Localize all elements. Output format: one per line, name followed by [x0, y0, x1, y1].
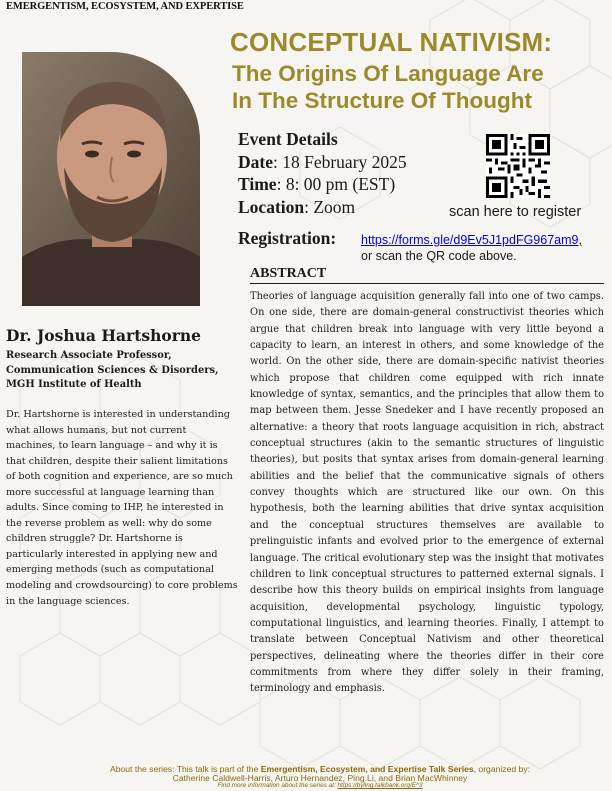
registration-link-line	[361, 233, 582, 247]
registration-link[interactable]: https://forms.gle/d9Ev5J1pdFG967am9	[361, 233, 579, 247]
event-details	[238, 128, 407, 218]
footer	[60, 765, 580, 789]
speaker-photo	[22, 52, 200, 306]
event-location: Location: Zoom	[238, 196, 356, 217]
qr-caption: scan here to register	[449, 204, 582, 220]
qr-code-icon[interactable]	[486, 134, 550, 198]
footer-series-link[interactable]: https://byling.talkbank.org/E^3	[337, 782, 423, 789]
abstract-body: Theories of language acquisition generally fall into one of two camps. On one side, there are domain-general constructivist theories which argue that children break into language with very little beyond a capacity to learn, an interest in others, and some knowledge of the world. On the other side, there are domain-specific nativist theories which propose that children come equipped with rich innate knowledge of syntax, semantics, and the principles that allow them to map between them. Jesse Snedeker and I have recently proposed an alternative: a theory that roots language acquisition in rich, abstract conceptual structures (akin to the semantic structures of linguistic theories), but posits that syntax arises from domain-general learning abilities and the belief that the communicative signals of others convey thoughts which are structured like our own. On this hypothesis, both the learning abilities that drive syntax acquisition and the conceptual structures themselves are available to prelinguistic infants and evolved prior to the emergence of external language. The critical evolutionary step was the insight that motivates children to link conceptual structures to patterned external signals. I describe how this theory builds on empirical insights from language acquisition, developmental psychology, linguistic typology, computational linguistics, and learning theories. Finally, I attempt to translate between Conceptual Nativism and other theoretical perspectives, delineating where the theories differ in their core commitments from where they differ solely in their framing, terminology and emphasis.	[250, 291, 604, 695]
speaker-bio: Dr. Hartshorne is interested in understanding what allows humans, but not current machines, to learn language – and why it is that children, despite their salient limitations of both cognition and experience, are so much more successful at language learning than adults. Since coming to IHP, he interested in the reverse problem as well: why do some children struggle? Dr. Hartshorne is particularly interested in applying new and emerging methods (such as computational modeling and crowdsourcing) to core problems in the language sciences.	[6, 409, 238, 607]
registration-label: Registration:	[238, 228, 337, 248]
registration-link-suffix: ,	[578, 233, 582, 247]
talk-title-line-2: The Origins Of Language Are	[232, 61, 544, 86]
footer-organizers: Catherine Caldwell-Harris, Arturo Hernandez, Ping Li, and Brian MacWhinney	[172, 773, 468, 783]
event-details-heading: Event Details	[238, 129, 338, 149]
registration-note: or scan the QR code above.	[361, 249, 517, 263]
abstract-heading: ABSTRACT	[250, 266, 604, 284]
footer-more-info: Find more information about the series at: https://byling.talkbank.org/E^3	[217, 782, 423, 789]
event-date: Date: 18 February 2025	[238, 151, 407, 172]
speaker-affiliation: Research Associate Professor, Communication Sciences & Disorders, MGH Institute of Health	[6, 350, 219, 390]
footer-series-name: Emergentism, Ecosystem, and Expertise Talk Series	[260, 764, 474, 774]
talk-title-line-3: In The Structure Of Thought	[232, 88, 532, 113]
speaker-name: Dr. Joshua Hartshorne	[6, 326, 201, 345]
talk-title-line-1: CONCEPTUAL NATIVISM:	[230, 27, 553, 57]
event-time: Time: 8: 00 pm (EST)	[238, 174, 396, 194]
footer-series-info: About the series: This talk is part of the Emergentism, Ecosystem, and Expertise Talk Series, organized by:	[109, 764, 531, 774]
series-banner: EMERGENTISM, ECOSYSTEM, AND EXPERTISE	[6, 1, 244, 12]
